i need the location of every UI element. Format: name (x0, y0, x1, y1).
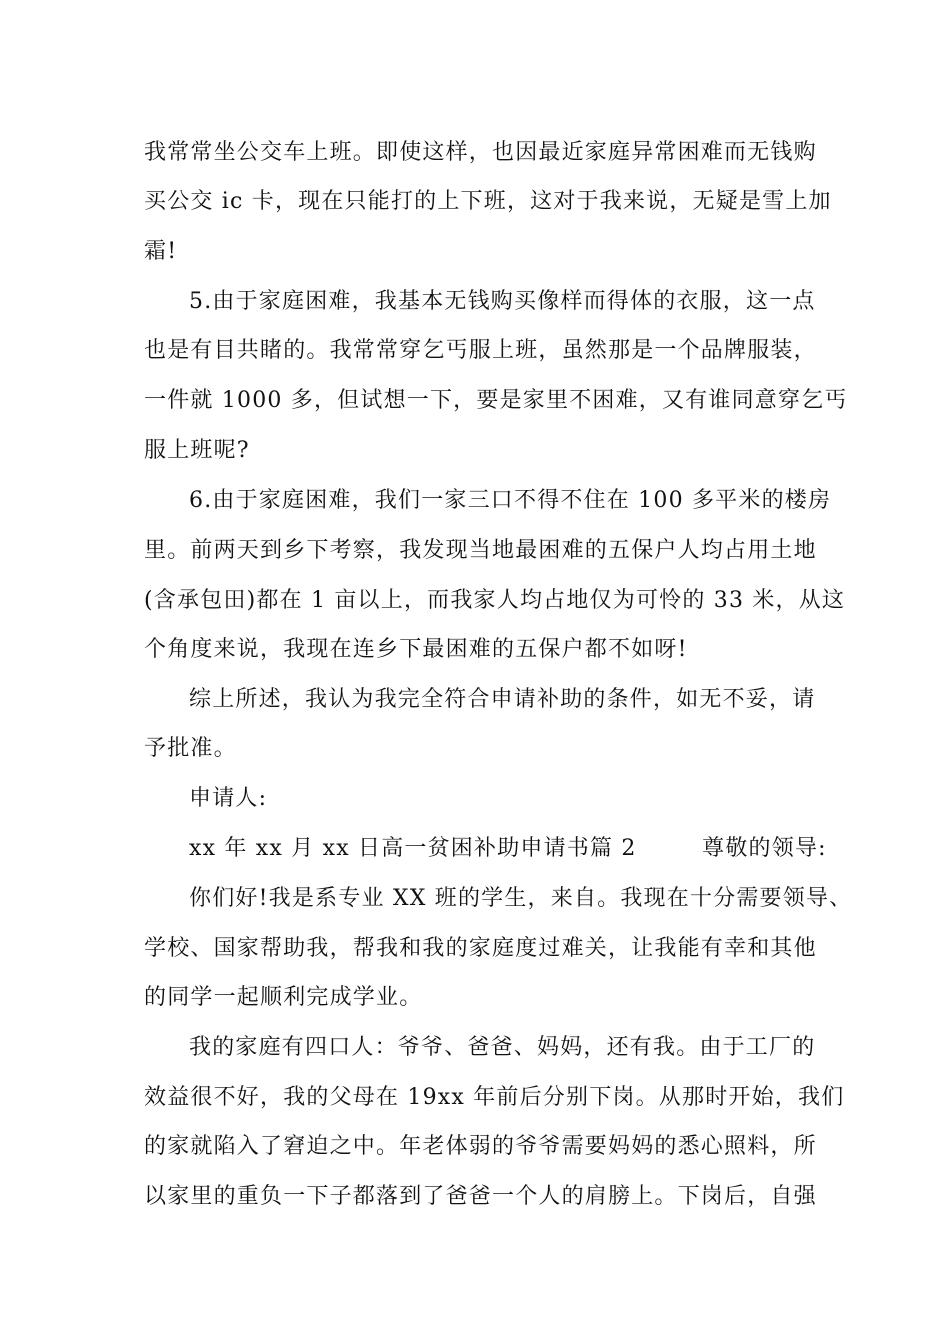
text-line: 我的家庭有四口人：爷爷、爸爸、妈妈，还有我。由于工厂的 (189, 1035, 816, 1060)
text-line: 霜! (144, 239, 178, 264)
text-line: 予批准。 (144, 736, 237, 761)
text-line: 里。前两天到乡下考察，我发现当地最困难的五保户人均占用土地 (144, 538, 817, 563)
text-line: 综上所述，我认为我完全符合申请补助的条件，如无不妥，请 (189, 687, 816, 712)
text-line: 买公交 ic 卡，现在只能打的上下班，这对于我来说，无疑是雪上加 (144, 189, 832, 214)
text-line: 一件就 1000 多，但试想一下，要是家里不困难，又有谁同意穿乞丐 (144, 388, 848, 413)
text-line: 的家就陷入了窘迫之中。年老体弱的爷爷需要妈妈的悉心照料，所 (144, 1134, 817, 1159)
text-line: (含承包田)都在 1 亩以上，而我家人均占地仅为可怜的 33 米，从这 (144, 588, 846, 613)
text-line: 你们好!我是系专业 XX 班的学生，来自。我现在十分需要领导、 (189, 886, 853, 911)
signature-label: 申请人: (189, 786, 268, 811)
text-line: 效益很不好，我的父母在 19xx 年前后分别下岗。从那时开始，我们 (144, 1085, 845, 1110)
text-line: 5.由于家庭困难，我基本无钱购买像样而得体的衣服，这一点 (189, 289, 816, 314)
text-line: 我常常坐公交车上班。即使这样，也因最近家庭异常困难而无钱购 (144, 140, 817, 165)
text-line: 个角度来说，我现在连乡下最困难的五保户都不如呀! (144, 637, 688, 662)
text-line: 服上班呢? (144, 438, 250, 463)
text-line: 学校、国家帮助我，帮我和我的家庭度过难关，让我能有幸和其他 (144, 936, 817, 961)
text-line: 以家里的重负一下子都落到了爸爸一个人的肩膀上。下岗后，自强 (144, 1184, 817, 1209)
date-title-line: xx 年 xx 月 xx 日高一贫困补助申请书篇 2 尊敬的领导: (189, 836, 827, 861)
text-line: 的同学一起顺利完成学业。 (144, 985, 423, 1010)
text-line: 也是有目共睹的。我常常穿乞丐服上班，虽然那是一个品牌服装， (144, 338, 817, 363)
text-line: 6.由于家庭困难，我们一家三口不得不住在 100 多平米的楼房 (189, 488, 832, 513)
